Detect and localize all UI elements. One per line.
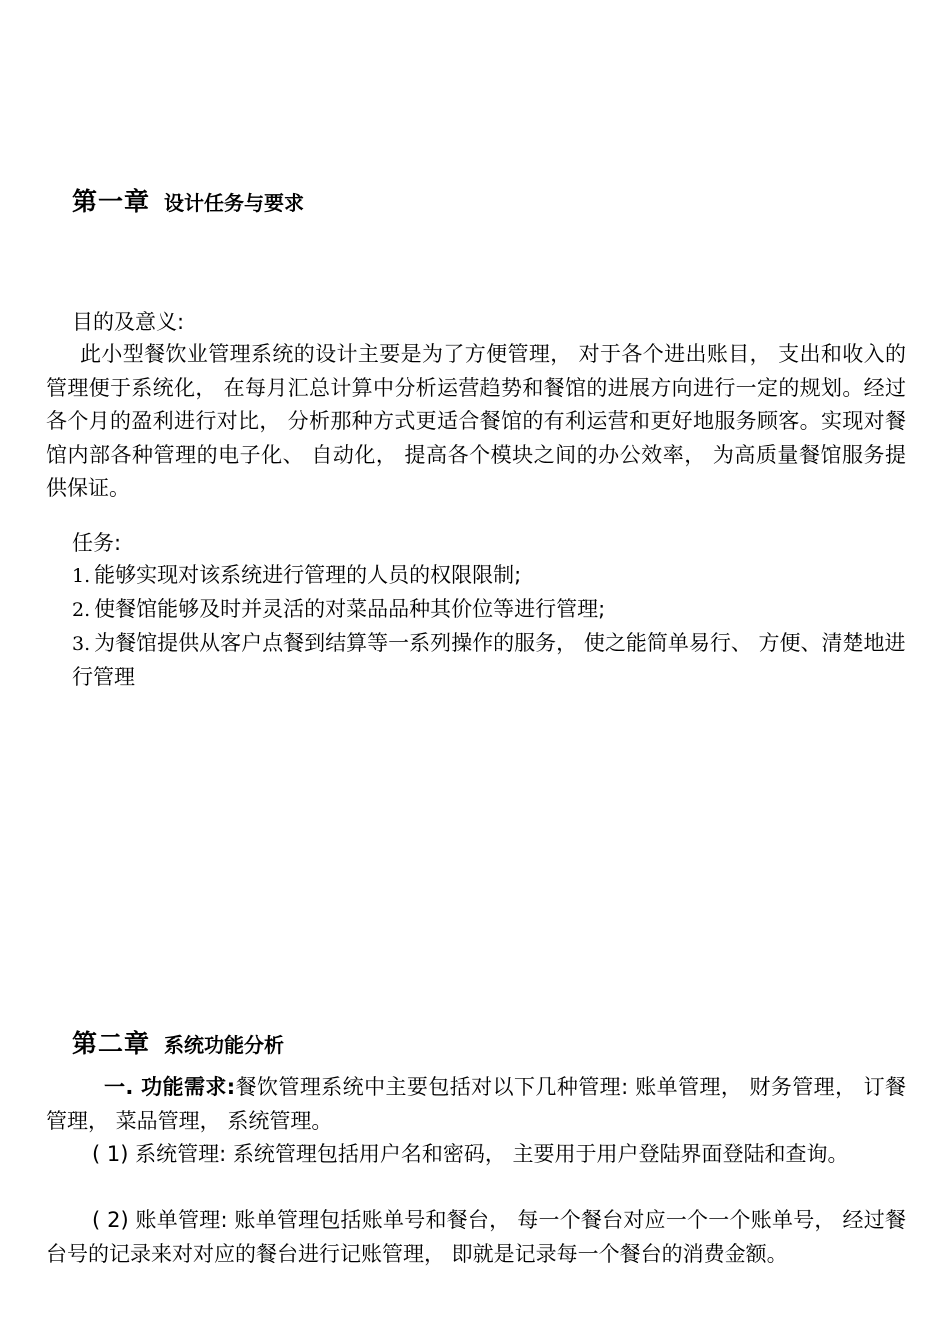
tasks-list xyxy=(72,559,906,694)
task-number: 2. xyxy=(72,599,91,621)
task-item xyxy=(72,627,906,694)
chapter-2-heading xyxy=(72,1024,284,1060)
purpose-heading: 目的及意义: xyxy=(72,310,185,334)
requirements-intro-text: 餐饮管理系统中主要包括对以下几种管理: 账单管理， 财务管理， 订餐管理， 菜品管理， 系统管理。 xyxy=(46,1075,906,1133)
task-text: 为餐馆提供从客户点餐到结算等一系列操作的服务， 使之能简单易行、 方便、清楚地进行管理 xyxy=(72,631,906,689)
chapter-1-number: 第一章 xyxy=(72,187,151,216)
task-number: 1. xyxy=(72,565,91,587)
chapter-2-number: 第二章 xyxy=(72,1029,151,1058)
task-item xyxy=(72,593,906,627)
task-text: 使餐馆能够及时并灵活的对菜品品种其价位等进行管理; xyxy=(94,597,606,621)
requirement-item-system: ( 1) 系统管理: 系统管理包括用户名和密码， 主要用于用户登陆界面登陆和查询。 xyxy=(92,1142,849,1166)
task-number: 3. xyxy=(72,633,91,655)
purpose-paragraph: 此小型餐饮业管理系统的设计主要是为了方便管理， 对于各个进出账目， 支出和收入的管理便于系统化， 在每月汇总计算中分析运营趋势和餐馆的进展方向进行一定的规划。经过各个月的盈利进行对比， 分析那种方式更适合餐馆的有利运营和更好地服务顾客。实现对餐馆内部各种管理的电子化、 自动化， 提高各个模块之间的办公效率， 为高质量餐馆服务提供保证。 xyxy=(46,342,906,500)
task-item xyxy=(72,559,906,593)
chapter-2-title: 系统功能分析 xyxy=(164,1033,285,1057)
chapter-1-heading xyxy=(72,182,304,218)
chapter-1-title: 设计任务与要求 xyxy=(164,191,305,215)
requirement-item-bill: ( 2) 账单管理: 账单管理包括账单号和餐台， 每一个餐台对应一个一个账单号， 经过餐台号的记录来对对应的餐台进行记账管理， 即就是记录每一个餐台的消费金额。 xyxy=(46,1208,906,1266)
requirements-lead: 一. 功能需求: xyxy=(104,1075,236,1099)
task-text: 能够实现对该系统进行管理的人员的权限限制; xyxy=(94,563,522,587)
requirements-intro xyxy=(46,1071,906,1138)
tasks-heading: 任务: xyxy=(72,531,122,555)
